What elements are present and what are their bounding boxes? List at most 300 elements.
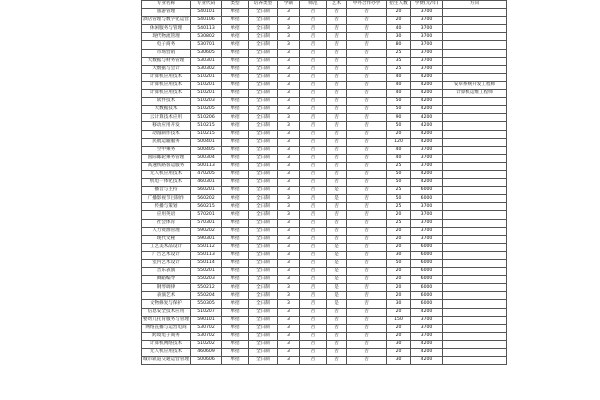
cell-duration: 3: [278, 219, 300, 227]
cell-tuition: 6000: [411, 276, 443, 284]
cell-normal-school: 否: [300, 268, 327, 276]
table-row: [142, 195, 507, 203]
cell-duration: 3: [278, 284, 300, 292]
cell-normal-school: 否: [300, 130, 327, 138]
cell-training-type: 全日制: [249, 300, 278, 308]
cell-type: 单招: [222, 276, 249, 284]
cell-art: 否: [327, 170, 347, 178]
cell-sino-foreign: 否: [347, 154, 387, 162]
cell-sino-foreign: 否: [347, 284, 387, 292]
cell-enrollment: 30: [387, 340, 411, 348]
cell-enrollment: 150: [387, 316, 411, 324]
column-header-enrollment: 招生人数: [387, 1, 411, 9]
cell-training-type: 全日制: [249, 130, 278, 138]
cell-type: 单招: [222, 98, 249, 106]
cell-training-type: 全日制: [249, 73, 278, 81]
cell-type: 单招: [222, 219, 249, 227]
cell-sino-foreign: 否: [347, 162, 387, 170]
cell-type: 单招: [222, 300, 249, 308]
cell-major-name: 播音与主持: [142, 187, 191, 195]
cell-art: 是: [327, 260, 347, 268]
table-row: [142, 98, 507, 106]
cell-training-type: 全日制: [249, 162, 278, 170]
cell-training-type: 全日制: [249, 243, 278, 251]
cell-art: 否: [327, 154, 347, 162]
cell-sino-foreign: 否: [347, 122, 387, 130]
cell-tuition: 6000: [411, 268, 443, 276]
table-row: [142, 308, 507, 316]
cell-training-type: 全日制: [249, 316, 278, 324]
table-row: [142, 138, 507, 146]
cell-type: 单招: [222, 227, 249, 235]
cell-tuition: 3700: [411, 219, 443, 227]
cell-normal-school: 否: [300, 73, 327, 81]
cell-art: 否: [327, 73, 347, 81]
table-row: [142, 57, 507, 65]
cell-major-code: 500606: [191, 357, 222, 365]
cell-duration: 3: [278, 25, 300, 33]
table-row: [142, 170, 507, 178]
table-row: [142, 268, 507, 276]
cell-training-type: 全日制: [249, 349, 278, 357]
cell-enrollment: 25: [387, 219, 411, 227]
cell-direction: [443, 211, 507, 219]
cell-tuition: 3700: [411, 25, 443, 33]
cell-direction: [443, 73, 507, 81]
cell-duration: 3: [278, 49, 300, 57]
cell-training-type: 全日制: [249, 81, 278, 89]
cell-tuition: 4200: [411, 90, 443, 98]
cell-major-name: 音乐表演: [142, 268, 191, 276]
cell-major-name: 休闲服务与管理: [142, 25, 191, 33]
cell-major-code: 530701: [191, 41, 222, 49]
cell-training-type: 全日制: [249, 340, 278, 348]
cell-tuition: 4200: [411, 357, 443, 365]
cell-duration: 3: [278, 300, 300, 308]
cell-tuition: 4200: [411, 106, 443, 114]
cell-tuition: 6000: [411, 187, 443, 195]
cell-direction: [443, 268, 507, 276]
cell-enrollment: 30: [387, 33, 411, 41]
table-row: [142, 357, 507, 365]
cell-enrollment: 30: [387, 300, 411, 308]
cell-duration: 3: [278, 227, 300, 235]
cell-type: 单招: [222, 324, 249, 332]
cell-duration: 3: [278, 324, 300, 332]
table-row: [142, 284, 507, 292]
cell-type: 单招: [222, 130, 249, 138]
cell-normal-school: 否: [300, 17, 327, 25]
cell-duration: 3: [278, 81, 300, 89]
cell-enrollment: 40: [387, 73, 411, 81]
cell-duration: 3: [278, 316, 300, 324]
cell-enrollment: 30: [387, 251, 411, 259]
cell-art: 否: [327, 106, 347, 114]
cell-type: 单招: [222, 154, 249, 162]
cell-direction: [443, 349, 507, 357]
cell-normal-school: 否: [300, 357, 327, 365]
cell-sino-foreign: 否: [347, 251, 387, 259]
cell-major-code: 500401: [191, 138, 222, 146]
cell-training-type: 全日制: [249, 138, 278, 146]
cell-training-type: 全日制: [249, 49, 278, 57]
cell-training-type: 全日制: [249, 227, 278, 235]
cell-enrollment: 20: [387, 235, 411, 243]
cell-art: 否: [327, 316, 347, 324]
cell-major-name: 移动应用开发: [142, 122, 191, 130]
cell-type: 单招: [222, 138, 249, 146]
cell-training-type: 全日制: [249, 41, 278, 49]
table-body: [142, 9, 507, 365]
cell-art: 否: [327, 324, 347, 332]
cell-major-name: 城市轨道交通运营管理: [142, 357, 191, 365]
cell-major-code: 590301: [191, 235, 222, 243]
cell-type: 单招: [222, 187, 249, 195]
cell-tuition: 3700: [411, 9, 443, 17]
cell-major-code: 530702: [191, 324, 222, 332]
cell-tuition: 3700: [411, 146, 443, 154]
table-row: [142, 25, 507, 33]
cell-normal-school: 否: [300, 251, 327, 259]
cell-direction: [443, 300, 507, 308]
cell-major-code: 550113: [191, 251, 222, 259]
cell-major-name: 无人机应用技术: [142, 170, 191, 178]
cell-art: 否: [327, 211, 347, 219]
cell-direction: [443, 227, 507, 235]
cell-major-name: 大数据与会计: [142, 65, 191, 73]
cell-major-name: 舞蹈编导: [142, 276, 191, 284]
cell-type: 单招: [222, 114, 249, 122]
cell-tuition: 3700: [411, 154, 443, 162]
cell-enrollment: 120: [387, 138, 411, 146]
cell-enrollment: 20: [387, 130, 411, 138]
cell-tuition: 6000: [411, 300, 443, 308]
cell-normal-school: 否: [300, 195, 327, 203]
cell-type: 单招: [222, 73, 249, 81]
table-row: [142, 211, 507, 219]
cell-art: 是: [327, 243, 347, 251]
cell-type: 单招: [222, 170, 249, 178]
cell-training-type: 全日制: [249, 187, 278, 195]
cell-major-code: 570201: [191, 211, 222, 219]
cell-normal-school: 否: [300, 284, 327, 292]
cell-major-name: 市场营销: [142, 49, 191, 57]
cell-major-name: 计算机应用技术: [142, 90, 191, 98]
table-row: [142, 17, 507, 25]
cell-type: 单招: [222, 17, 249, 25]
cell-art: 否: [327, 41, 347, 49]
cell-major-code: 510202: [191, 340, 222, 348]
table-row: [142, 106, 507, 114]
cell-art: 否: [327, 98, 347, 106]
cell-type: 单招: [222, 179, 249, 187]
cell-enrollment: 80: [387, 41, 411, 49]
cell-enrollment: 20: [387, 324, 411, 332]
cell-sino-foreign: 否: [347, 235, 387, 243]
cell-major-name: 计算机应用技术: [142, 81, 191, 89]
cell-training-type: 全日制: [249, 9, 278, 17]
cell-type: 单招: [222, 195, 249, 203]
cell-normal-school: 否: [300, 227, 327, 235]
table-row: [142, 260, 507, 268]
table-row: [142, 49, 507, 57]
cell-enrollment: 25: [387, 187, 411, 195]
table-row: [142, 187, 507, 195]
cell-sino-foreign: 否: [347, 316, 387, 324]
cell-sino-foreign: 否: [347, 300, 387, 308]
cell-direction: [443, 251, 507, 259]
cell-enrollment: 20: [387, 308, 411, 316]
cell-enrollment: 25: [387, 162, 411, 170]
cell-tuition: 3700: [411, 227, 443, 235]
cell-sino-foreign: 否: [347, 106, 387, 114]
cell-tuition: 3700: [411, 57, 443, 65]
cell-direction: [443, 33, 507, 41]
cell-tuition: 4200: [411, 138, 443, 146]
cell-art: 是: [327, 195, 347, 203]
cell-training-type: 全日制: [249, 219, 278, 227]
cell-enrollment: 20: [387, 332, 411, 340]
cell-enrollment: 20: [387, 243, 411, 251]
cell-sino-foreign: 否: [347, 219, 387, 227]
cell-major-code: 550305: [191, 300, 222, 308]
table-row: [142, 316, 507, 324]
cell-direction: [443, 340, 507, 348]
cell-normal-school: 否: [300, 349, 327, 357]
cell-tuition: 4200: [411, 130, 443, 138]
table-row: [142, 235, 507, 243]
cell-training-type: 全日制: [249, 332, 278, 340]
cell-major-name: 酒店管理与数字化运营: [142, 17, 191, 25]
cell-sino-foreign: 否: [347, 49, 387, 57]
cell-major-code: 570301: [191, 219, 222, 227]
table-row: [142, 154, 507, 162]
cell-sino-foreign: 否: [347, 41, 387, 49]
cell-enrollment: 40: [387, 25, 411, 33]
table-row: [142, 41, 507, 49]
cell-enrollment: 40: [387, 154, 411, 162]
cell-direction: [443, 114, 507, 122]
cell-type: 单招: [222, 122, 249, 130]
cell-normal-school: 否: [300, 179, 327, 187]
cell-direction: [443, 316, 507, 324]
cell-direction: [443, 324, 507, 332]
cell-direction: [443, 292, 507, 300]
cell-major-name: 电子商务: [142, 41, 191, 49]
cell-tuition: 6000: [411, 243, 443, 251]
table-row: [142, 9, 507, 17]
table-row: [142, 251, 507, 259]
cell-art: 是: [327, 276, 347, 284]
cell-enrollment: 50: [387, 260, 411, 268]
cell-enrollment: 25: [387, 49, 411, 57]
cell-duration: 3: [278, 332, 300, 340]
cell-enrollment: 40: [387, 90, 411, 98]
cell-direction: [443, 9, 507, 17]
cell-type: 单招: [222, 146, 249, 154]
cell-major-name: 国际邮轮乘务管理: [142, 154, 191, 162]
cell-duration: 3: [278, 73, 300, 81]
cell-major-code: 550203: [191, 276, 222, 284]
column-header-duration: 学制: [278, 1, 300, 9]
cell-major-name: 计算机应用技术: [142, 73, 191, 81]
cell-type: 单招: [222, 9, 249, 17]
enrollment-table: [141, 0, 507, 365]
cell-major-name: 旅游管理: [142, 9, 191, 17]
cell-normal-school: 否: [300, 65, 327, 73]
cell-tuition: 4200: [411, 308, 443, 316]
cell-duration: 3: [278, 170, 300, 178]
cell-major-code: 500304: [191, 154, 222, 162]
cell-art: 否: [327, 49, 347, 57]
cell-training-type: 全日制: [249, 57, 278, 65]
table-row: [142, 243, 507, 251]
cell-major-name: 室内艺术设计: [142, 260, 191, 268]
column-header-major-name: 专业名称: [142, 1, 191, 9]
cell-normal-school: 否: [300, 25, 327, 33]
cell-tuition: 4200: [411, 340, 443, 348]
cell-sino-foreign: 否: [347, 90, 387, 98]
cell-training-type: 全日制: [249, 203, 278, 211]
cell-duration: 3: [278, 357, 300, 365]
cell-direction: [443, 154, 507, 162]
cell-art: 否: [327, 340, 347, 348]
cell-major-name: 广告艺术设计: [142, 251, 191, 259]
cell-enrollment: 20: [387, 276, 411, 284]
cell-training-type: 全日制: [249, 235, 278, 243]
cell-tuition: 3700: [411, 332, 443, 340]
cell-sino-foreign: 否: [347, 260, 387, 268]
cell-tuition: 4200: [411, 73, 443, 81]
cell-art: 是: [327, 292, 347, 300]
cell-major-name: 婴幼儿托育服务与管理: [142, 316, 191, 324]
cell-direction: [443, 41, 507, 49]
cell-training-type: 全日制: [249, 90, 278, 98]
cell-sino-foreign: 否: [347, 146, 387, 154]
cell-sino-foreign: 否: [347, 138, 387, 146]
cell-sino-foreign: 否: [347, 276, 387, 284]
cell-sino-foreign: 否: [347, 170, 387, 178]
cell-major-name: 网络直播与运营电商: [142, 324, 191, 332]
cell-normal-school: 否: [300, 81, 327, 89]
cell-major-name: 广播影视节目制作: [142, 195, 191, 203]
cell-art: 否: [327, 9, 347, 17]
cell-major-code: 510201: [191, 90, 222, 98]
cell-duration: 3: [278, 308, 300, 316]
cell-duration: 3: [278, 349, 300, 357]
cell-major-name: 社会体育: [142, 219, 191, 227]
table-row: [142, 203, 507, 211]
cell-training-type: 全日制: [249, 276, 278, 284]
cell-art: 否: [327, 308, 347, 316]
cell-major-code: 550114: [191, 260, 222, 268]
cell-training-type: 全日制: [249, 154, 278, 162]
cell-duration: 3: [278, 260, 300, 268]
cell-normal-school: 否: [300, 211, 327, 219]
cell-tuition: 3700: [411, 162, 443, 170]
cell-art: 否: [327, 114, 347, 122]
cell-enrollment: 40: [387, 81, 411, 89]
cell-enrollment: 20: [387, 9, 411, 17]
cell-art: 否: [327, 57, 347, 65]
cell-sino-foreign: 否: [347, 65, 387, 73]
cell-duration: 3: [278, 292, 300, 300]
cell-normal-school: 否: [300, 41, 327, 49]
cell-sino-foreign: 否: [347, 17, 387, 25]
cell-duration: 3: [278, 65, 300, 73]
cell-duration: 3: [278, 251, 300, 259]
cell-direction: [443, 276, 507, 284]
cell-major-code: 510207: [191, 308, 222, 316]
cell-art: 否: [327, 179, 347, 187]
cell-duration: 3: [278, 146, 300, 154]
cell-type: 单招: [222, 41, 249, 49]
cell-direction: [443, 138, 507, 146]
cell-sino-foreign: 否: [347, 73, 387, 81]
cell-sino-foreign: 否: [347, 33, 387, 41]
cell-type: 单招: [222, 57, 249, 65]
cell-tuition: 3700: [411, 65, 443, 73]
cell-type: 单招: [222, 316, 249, 324]
cell-major-code: 560201: [191, 187, 222, 195]
cell-type: 单招: [222, 243, 249, 251]
cell-direction: [443, 57, 507, 65]
cell-major-name: 信息安全技术应用: [142, 308, 191, 316]
cell-major-code: 560215: [191, 203, 222, 211]
cell-type: 单招: [222, 33, 249, 41]
cell-training-type: 全日制: [249, 284, 278, 292]
cell-type: 单招: [222, 292, 249, 300]
cell-major-code: 510201: [191, 81, 222, 89]
cell-duration: 3: [278, 90, 300, 98]
cell-art: 是: [327, 251, 347, 259]
cell-major-code: 500113: [191, 162, 222, 170]
cell-major-code: 550112: [191, 243, 222, 251]
cell-training-type: 全日制: [249, 33, 278, 41]
cell-normal-school: 否: [300, 154, 327, 162]
cell-major-code: 560202: [191, 195, 222, 203]
cell-duration: 3: [278, 98, 300, 106]
cell-normal-school: 否: [300, 162, 327, 170]
cell-training-type: 全日制: [249, 146, 278, 154]
cell-normal-school: 否: [300, 114, 327, 122]
cell-art: 否: [327, 122, 347, 130]
cell-enrollment: 40: [387, 146, 411, 154]
cell-major-code: 510215: [191, 122, 222, 130]
cell-training-type: 全日制: [249, 122, 278, 130]
cell-training-type: 全日制: [249, 260, 278, 268]
cell-training-type: 全日制: [249, 308, 278, 316]
cell-direction: [443, 106, 507, 114]
column-header-tuition: 学费(元/年): [411, 1, 443, 9]
cell-normal-school: 否: [300, 235, 327, 243]
table-row: [142, 276, 507, 284]
cell-major-code: 510203: [191, 98, 222, 106]
cell-type: 单招: [222, 90, 249, 98]
table-row: [142, 349, 507, 357]
table-row: [142, 122, 507, 130]
cell-duration: 3: [278, 33, 300, 41]
cell-training-type: 全日制: [249, 268, 278, 276]
cell-tuition: 3700: [411, 41, 443, 49]
cell-major-code: 530802: [191, 33, 222, 41]
cell-major-name: 无人机应用技术: [142, 349, 191, 357]
cell-tuition: 3700: [411, 324, 443, 332]
cell-enrollment: 25: [387, 203, 411, 211]
cell-enrollment: 50: [387, 122, 411, 130]
cell-normal-school: 否: [300, 9, 327, 17]
cell-direction: [443, 170, 507, 178]
